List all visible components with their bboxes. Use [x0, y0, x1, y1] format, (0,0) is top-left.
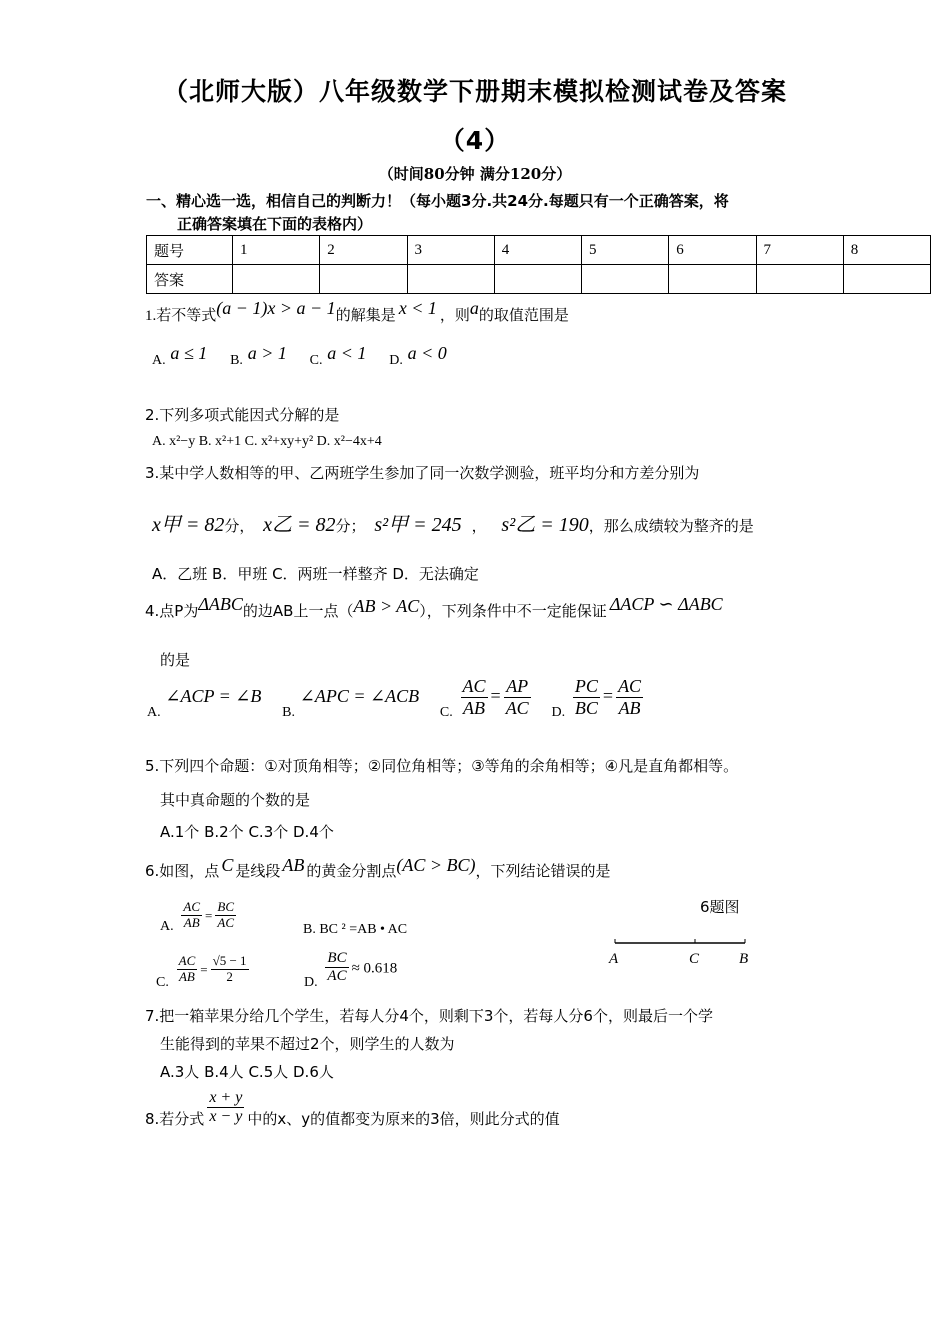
- answer-cell[interactable]: [494, 265, 581, 294]
- exam-info: （时间80分钟 满分120分）: [378, 165, 572, 183]
- question-5: 5.下列四个命题：①对顶角相等；②同位角相等；③等角的余角相等；④凡是直角都相等。: [145, 757, 739, 775]
- question-3-options: A．乙班 B．甲班 C．两班一样整齐 D．无法确定: [152, 565, 479, 583]
- table-row: [147, 236, 931, 265]
- question-7-cont: 生能得到的苹果不超过2个，则学生的人数为: [160, 1035, 455, 1053]
- question-2-options: A. x²−y B. x²+1 C. x²+xy+y² D. x²−4x+4: [152, 434, 382, 449]
- table-cell: 5: [582, 236, 669, 265]
- answer-cell[interactable]: [756, 265, 843, 294]
- question-2: 2.下列多项式能因式分解的是: [145, 406, 340, 424]
- table-header-cell: 答案: [147, 265, 233, 294]
- point-label-c: C: [689, 951, 700, 967]
- table-cell: 1: [233, 236, 320, 265]
- table-cell: 3: [407, 236, 494, 265]
- question-5-cont: 其中真命题的个数的是: [160, 791, 311, 809]
- question-7-options: A.3人 B.4人 C.5人 D.6人: [160, 1063, 334, 1081]
- section-heading: 一、精心选一选，相信自己的判断力！（每小题3分.共24分.每题只有一个正确答案，将: [146, 192, 729, 210]
- question-5-options: A.1个 B.2个 C.3个 D.4个: [160, 823, 334, 841]
- question-6-option-a: A. $\frac{AC}{AB}$ = $\frac{BC}{AC}$: [160, 899, 234, 934]
- page-title: （北师大版）八年级数学下册期末模拟检测试卷及答案: [162, 77, 787, 106]
- table-cell: 6: [669, 236, 756, 265]
- question-8: 8.若分式 $\frac{x + y}{x - y}$ 中的x、y的值都变为原来的3倍，则此分式的值: [145, 1089, 560, 1129]
- point-label-b: B: [739, 951, 749, 967]
- question-1-options: A. a ≤ 1 B. a > 1 C. a < 1 D. a < 0: [152, 343, 447, 368]
- table-header-cell: 题号: [147, 236, 233, 265]
- question-6-option-c: C. $\frac{AC}{AB}$ = $\frac{√5 - 1}{2}$: [156, 953, 247, 990]
- question-3: 3.某中学人数相等的甲、乙两班学生参加了同一次数学测验，班平均分和方差分别为: [145, 464, 700, 482]
- table-cell: 7: [756, 236, 843, 265]
- answer-cell[interactable]: [582, 265, 669, 294]
- answer-cell[interactable]: [669, 265, 756, 294]
- figure-caption: 6题图: [700, 898, 740, 916]
- answer-cell[interactable]: [233, 265, 320, 294]
- segment-figure: [605, 930, 755, 970]
- question-1: 1.若不等式(a − 1)x > a − 1的解集是 x < 1 ，则a的取值范围是: [145, 298, 569, 324]
- question-4-options: A. ∠ACP = ∠B B. ∠APC = ∠ACB C. $\frac{AC}{AB}$ = $\frac{AP}{AC}$ D. $\frac{PC}{BC}$ = $\frac{AC}{AB}$: [147, 676, 642, 720]
- section-heading-cont: 正确答案填在下面的表格内）: [177, 215, 373, 233]
- table-cell: 8: [843, 236, 930, 265]
- question-6-option-b: B. BC ² =AB • AC: [303, 922, 408, 937]
- table-row: [147, 265, 931, 294]
- question-6-option-d: D. $\frac{BC}{AC}$ ≈ 0.618: [304, 950, 398, 991]
- page-title-number: （4）: [439, 126, 511, 155]
- answer-cell[interactable]: [407, 265, 494, 294]
- question-6: 6.如图，点 C 是线段 AB 的黄金分割点(AC > BC)，下列结论错误的是: [145, 855, 611, 880]
- question-4: 4.点P为ΔABC的边AB上一点（AB > AC），下列条件中不一定能保证 ΔACP ∽ ΔABC: [145, 594, 723, 620]
- table-cell: 4: [494, 236, 581, 265]
- question-3-stats: x甲 = 82分， x乙 = 82分； s²甲 = 245 ， s²乙 = 190，那么成绩较为整齐的是: [152, 514, 754, 536]
- question-7: 7.把一箱苹果分给几个学生，若每人分4个，则剩下3个，若每人分6个，则最后一个学: [145, 1007, 713, 1025]
- question-4-cont: 的是: [160, 651, 191, 669]
- answer-table: [146, 235, 931, 294]
- answer-cell[interactable]: [843, 265, 930, 294]
- table-cell: 2: [320, 236, 407, 265]
- point-label-a: A: [609, 951, 619, 967]
- answer-cell[interactable]: [320, 265, 407, 294]
